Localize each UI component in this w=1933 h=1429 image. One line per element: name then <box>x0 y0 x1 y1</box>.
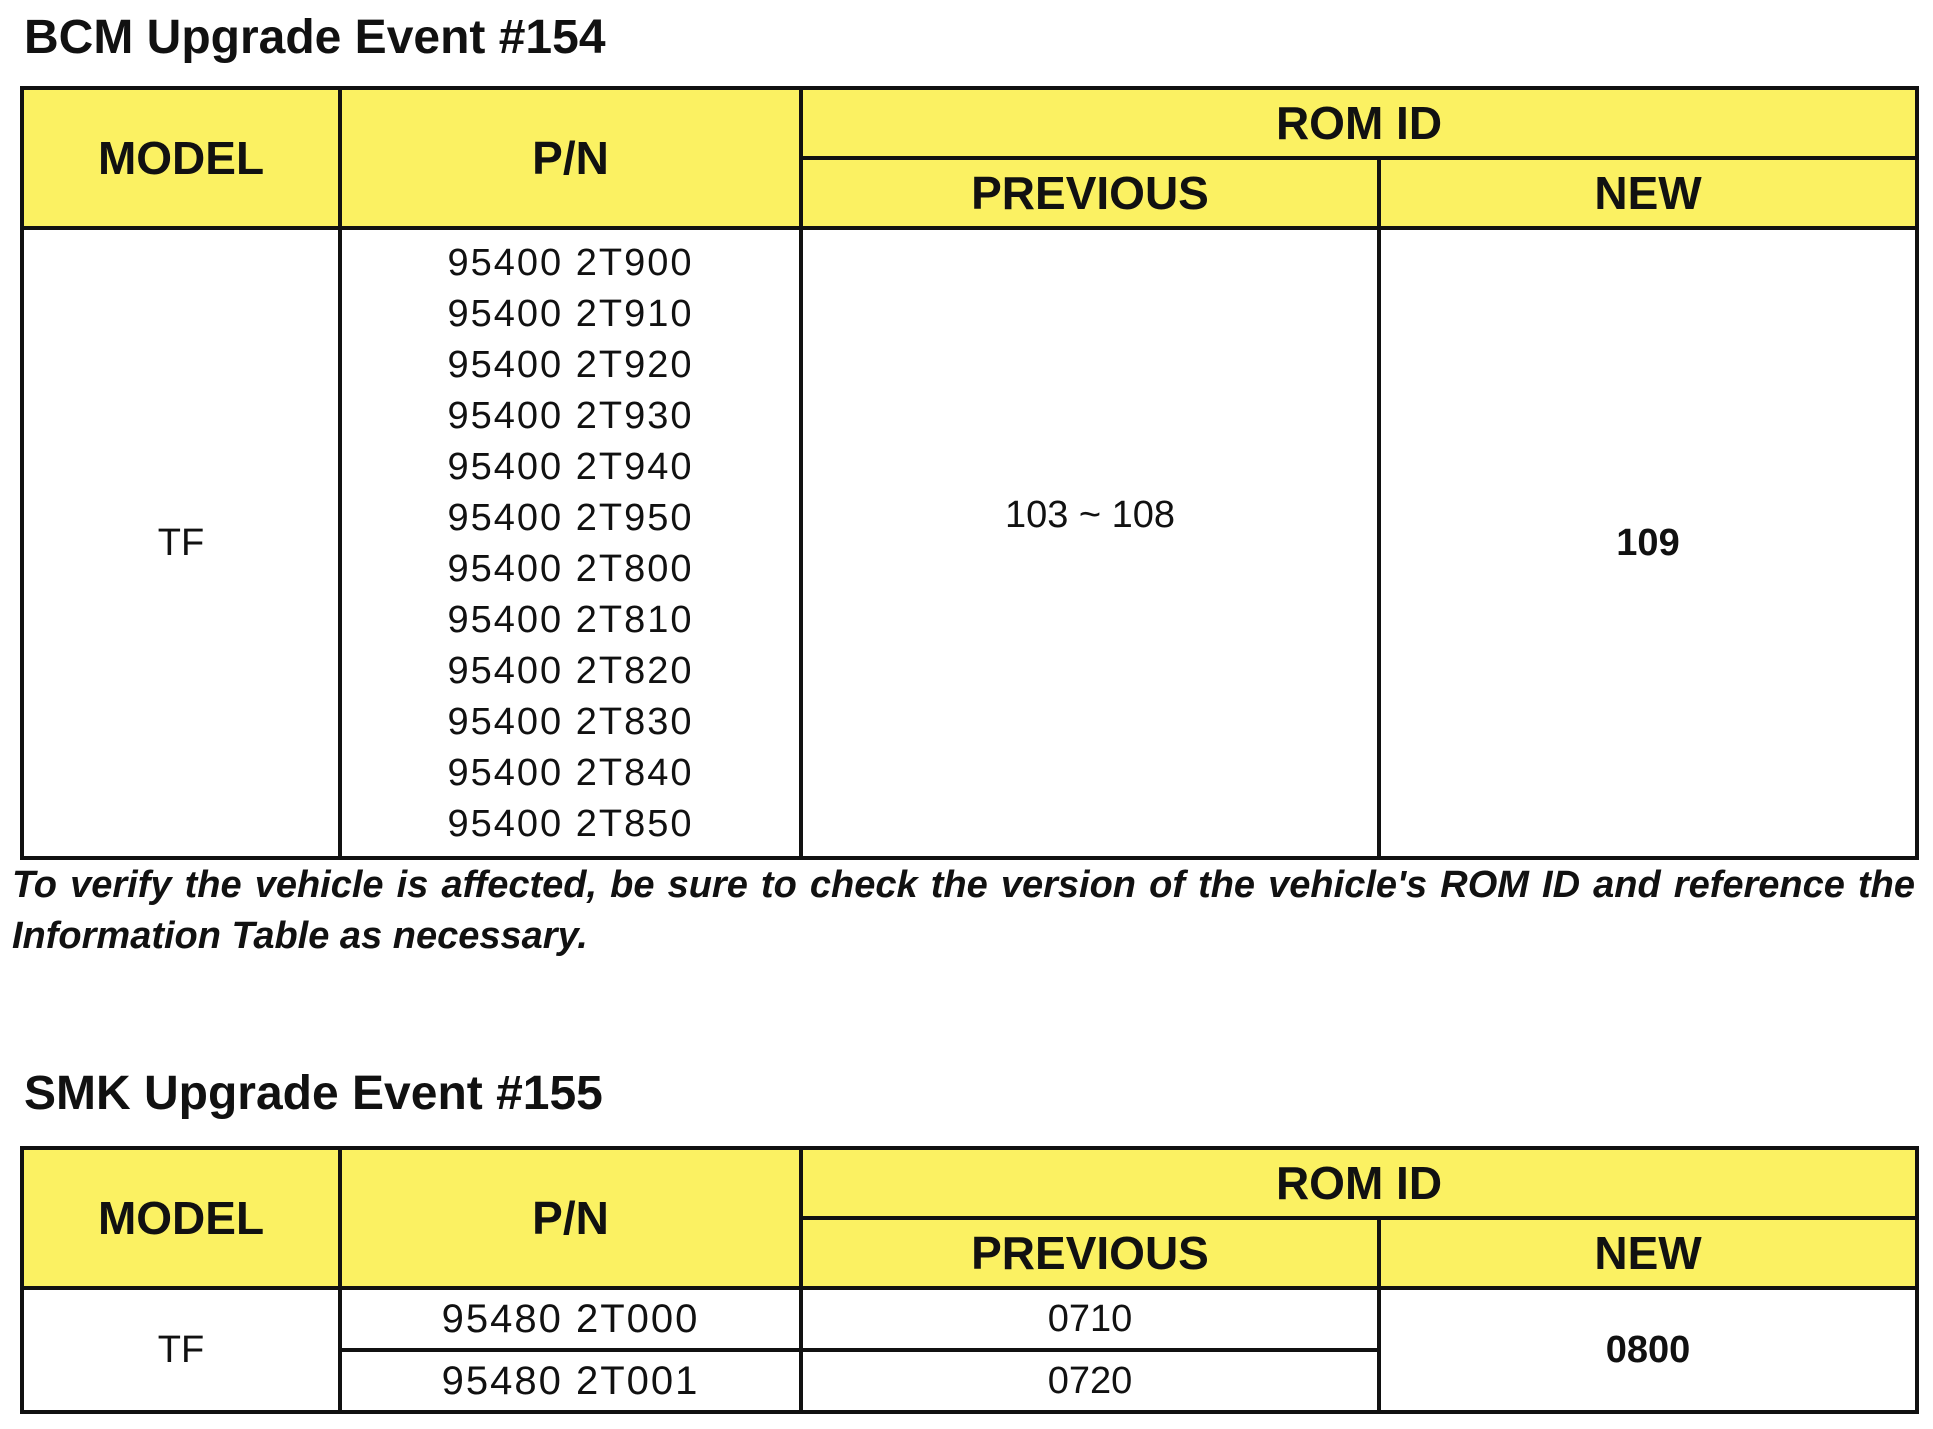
bcm-part-number: 95400 2T800 <box>447 548 694 590</box>
bcm-part-number: 95400 2T920 <box>447 344 694 386</box>
smk-header-model: MODEL <box>22 1148 340 1288</box>
bcm-header-new: NEW <box>1379 158 1917 228</box>
bcm-previous-rom-cell <box>801 228 1379 858</box>
smk-header-rom-id: ROM ID <box>801 1148 1917 1218</box>
smk-previous-rom-cell: 0720 <box>801 1350 1379 1412</box>
smk-previous-rom-cell: 0710 <box>801 1288 1379 1350</box>
bcm-part-number: 95400 2T840 <box>447 752 694 794</box>
bcm-header-model: MODEL <box>22 88 340 228</box>
bcm-header-row-top <box>22 88 1917 158</box>
bcm-part-number: 95400 2T830 <box>447 701 694 743</box>
bcm-part-number: 95400 2T810 <box>447 599 694 641</box>
smk-data-row <box>22 1288 1917 1350</box>
bcm-part-number: 95400 2T820 <box>447 650 694 692</box>
bcm-part-number: 95400 2T910 <box>447 293 694 335</box>
bcm-part-number-list <box>340 228 801 858</box>
smk-part-number: 95480 2T000 <box>340 1288 801 1350</box>
bcm-data-row <box>22 228 1917 858</box>
bcm-part-number: 95400 2T850 <box>447 803 694 845</box>
smk-rom-table <box>20 1146 1919 1414</box>
smk-new-rom-cell: 0800 <box>1379 1288 1917 1412</box>
smk-header-pn: P/N <box>340 1148 801 1288</box>
smk-model-cell: TF <box>22 1288 340 1412</box>
verification-note: To verify the vehicle is affected, be sure to check the version of the vehicle's ROM ID and reference the Information Table as necessary. <box>12 864 1915 957</box>
bcm-rom-table <box>20 86 1919 860</box>
bcm-header-rom-id: ROM ID <box>801 88 1917 158</box>
smk-part-number: 95480 2T001 <box>340 1350 801 1412</box>
bcm-part-number: 95400 2T930 <box>447 395 694 437</box>
smk-header-row-top <box>22 1148 1917 1218</box>
bcm-header-pn: P/N <box>340 88 801 228</box>
bcm-part-number: 95400 2T950 <box>447 497 694 539</box>
bcm-part-number: 95400 2T940 <box>447 446 694 488</box>
bcm-header-previous: PREVIOUS <box>801 158 1379 228</box>
smk-header-previous: PREVIOUS <box>801 1218 1379 1288</box>
bcm-previous-rom-value: 103 ~ 108 <box>1004 493 1176 536</box>
bcm-part-number: 95400 2T900 <box>447 242 694 284</box>
bcm-section-title: BCM Upgrade Event #154 <box>24 11 606 64</box>
smk-section-title: SMK Upgrade Event #155 <box>24 1067 603 1120</box>
smk-header-new: NEW <box>1379 1218 1917 1288</box>
bcm-new-rom-cell: 109 <box>1379 228 1917 858</box>
bcm-model-cell: TF <box>22 228 340 858</box>
